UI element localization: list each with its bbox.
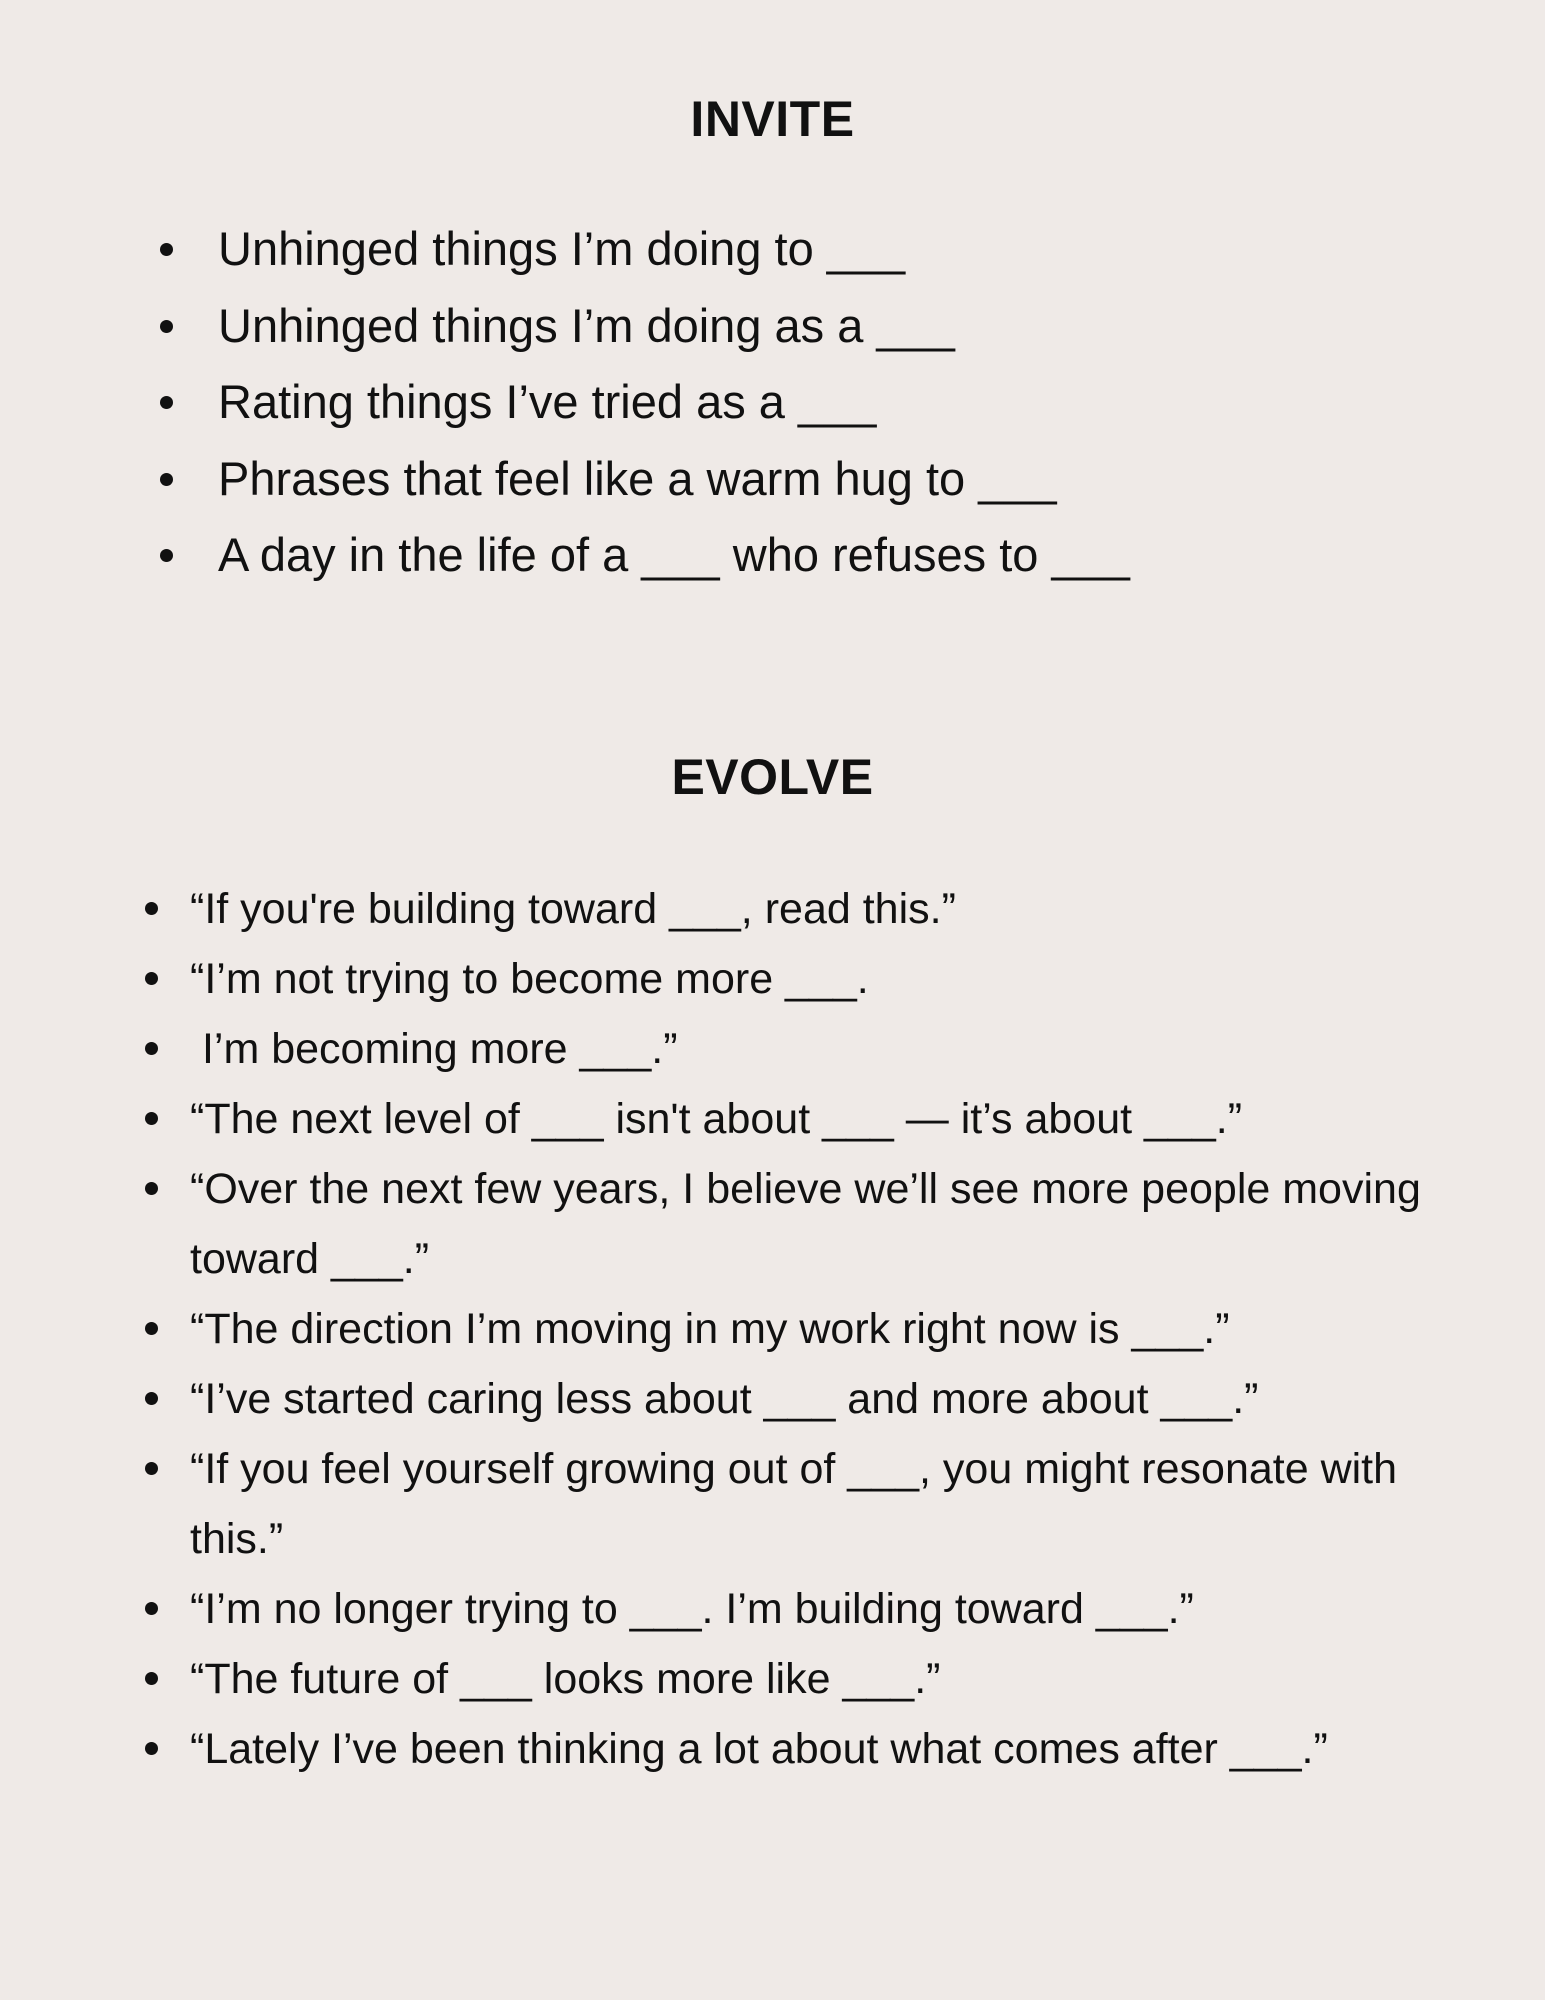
bullet-icon bbox=[145, 1322, 158, 1335]
list-item-text: “Lately I’ve been thinking a lot about what comes after ___.” bbox=[190, 1725, 1328, 1773]
bullet-icon bbox=[145, 1602, 158, 1615]
list-item bbox=[145, 1014, 1465, 1084]
list-item bbox=[145, 1434, 1465, 1574]
list-item bbox=[160, 441, 1420, 518]
list-item bbox=[145, 1364, 1465, 1434]
bullet-icon bbox=[145, 1182, 158, 1195]
list-item-text: A day in the life of a ___ who refuses to ___ bbox=[218, 528, 1130, 581]
list-item-text: “The direction I’m moving in my work right now is ___.” bbox=[190, 1305, 1230, 1353]
bullet-icon bbox=[160, 243, 173, 256]
list-item-text: “Over the next few years, I believe we’ll see more people moving toward ___.” bbox=[190, 1165, 1421, 1283]
invite-list bbox=[160, 211, 1420, 594]
bullet-icon bbox=[145, 972, 158, 985]
bullet-icon bbox=[145, 1742, 158, 1755]
list-item-text: Phrases that feel like a warm hug to ___ bbox=[218, 451, 1057, 505]
list-item bbox=[145, 1084, 1465, 1154]
list-item-text: “I’m not trying to become more ___. bbox=[190, 955, 869, 1003]
list-item-text: Unhinged things I’m doing as a ___ bbox=[218, 298, 955, 352]
list-item-text: Unhinged things I’m doing to ___ bbox=[218, 222, 906, 275]
list-item bbox=[145, 1294, 1465, 1364]
bullet-icon bbox=[160, 396, 173, 409]
list-item bbox=[160, 517, 1420, 594]
list-item-text: Rating things I’ve tried as a ___ bbox=[218, 375, 877, 428]
bullet-icon bbox=[145, 1672, 158, 1685]
invite-heading: INVITE bbox=[690, 91, 855, 147]
evolve-heading: EVOLVE bbox=[671, 749, 874, 805]
list-item bbox=[145, 1714, 1465, 1784]
list-item-text: “The future of ___ looks more like ___.” bbox=[190, 1655, 941, 1703]
bullet-icon bbox=[160, 473, 173, 486]
list-item-text: “I’m no longer trying to ___. I’m building toward ___.” bbox=[190, 1585, 1194, 1633]
evolve-list bbox=[145, 874, 1465, 1784]
list-item-text: “I’ve started caring less about ___ and more about ___.” bbox=[190, 1375, 1259, 1423]
list-item bbox=[145, 1154, 1465, 1294]
bullet-icon bbox=[145, 1462, 158, 1475]
bullet-icon bbox=[145, 1112, 158, 1125]
list-item bbox=[160, 211, 1420, 288]
list-item-text: “If you're building toward ___, read this.” bbox=[190, 885, 956, 933]
list-item-text: “The next level of ___ isn't about ___ — it’s about ___.” bbox=[190, 1095, 1243, 1143]
bullet-icon bbox=[145, 1392, 158, 1405]
bullet-icon bbox=[160, 320, 173, 333]
list-item-text: I’m becoming more ___.” bbox=[190, 1025, 678, 1073]
bullet-icon bbox=[160, 549, 173, 562]
bullet-icon bbox=[145, 1042, 158, 1055]
list-item bbox=[145, 1574, 1465, 1644]
list-item bbox=[145, 874, 1465, 944]
list-item bbox=[160, 288, 1420, 365]
list-item bbox=[160, 364, 1420, 441]
bullet-icon bbox=[145, 902, 158, 915]
list-item-text: “If you feel yourself growing out of ___, you might resonate with this.” bbox=[190, 1445, 1398, 1563]
list-item bbox=[145, 1644, 1465, 1714]
list-item bbox=[145, 944, 1465, 1014]
